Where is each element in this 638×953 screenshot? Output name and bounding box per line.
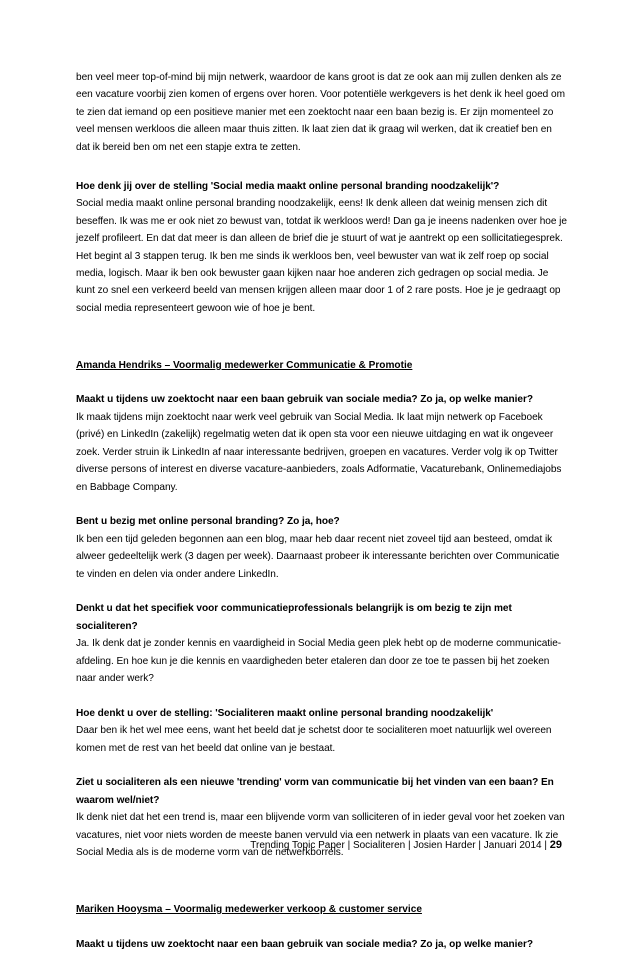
question: Maakt u tijdens uw zoektocht naar een baan gebruik van sociale media? Zo ja, op welke manier? (76, 394, 533, 406)
section-title: Amanda Hendriks – Voormalig medewerker Communicatie & Promotie (76, 359, 413, 371)
footer-text: Trending Topic Paper | Socialiteren | Josien Harder | Januari 2014 | (250, 840, 547, 851)
answer: Ja. Ik denk dat je zonder kennis en vaardigheid in Social Media geen plek hebt op de moderne communicatie-afdeling. En hoe kun je die kennis en vaardigheden beter etaleren dan door ze toe te passen bij het zoeken naar ander werk? (76, 638, 562, 684)
question: Hoe denk jij over de stelling 'Social media maakt online personal branding noodzakelijk'? (76, 181, 500, 193)
section-title: Mariken Hooysma – Voormalig medewerker verkoop & customer service (76, 903, 422, 915)
question: Denkt u dat het specifiek voor communicatieprofessionals belangrijk is om bezig te zijn met socialiteren? (76, 603, 512, 632)
answer: Ik denk niet dat het een trend is, maar een blijvende vorm van solliciteren of in ieder geval voor het zoeken van vacatures, niet voor niets worden de meeste banen vervuld via een netwerk in plaats van een vacature. Ik zie Social Media als is de moderne vorm van de netwerkborrels. (76, 812, 565, 858)
question: Hoe denkt u over de stelling: 'Socialiteren maakt online personal branding noodzakelijk' (76, 707, 494, 719)
answer: Ik maak tijdens mijn zoektocht naar werk veel gebruik van Social Media. Ik laat mijn netwerk op Faceboek (privé) en LinkedIn (zakelijk) regelmatig weten dat ik open sta voor een nieuwe uitdaging en wat ik ongeveer zoek. Verder struin ik LinkedIn af naar interessante bedrijven, groepen en vacatures. Verder volg ik op Twitter diverse persons of interest en diverse vacature-aanbieders, zoals Adformatie, Vacaturebank, Onlinemediajobs en Babbage Company. (76, 411, 562, 493)
question: Ziet u socialiteren als een nieuwe 'trending' vorm van communicatie bij het vinden van een baan? En waarom wel/niet? (76, 777, 554, 806)
answer: Ik ben een tijd geleden begonnen aan een blog, maar heb daar recent niet zoveel tijd aan besteed, omdat ik alweer gedeeltelijk werk (3 dagen per week). Daarnaast probeer ik interessante berichten over Communicatie te vinden en delen via onder andere LinkedIn. (76, 533, 560, 580)
intro-paragraph: ben veel meer top-of-mind bij mijn netwerk, waardoor de kans groot is dat ze ook aan mij zullen denken als ze een vacature voorbij zien komen of ergens over horen. Voor potentiële werkgevers is het denk ik heel goed om te zien dat iemand op een positieve manier met een zoektocht naar een baan bezig is. Er zijn momenteel zo veel mensen werkloos die alleen maar thuis zitten. Ik laat zien dat ik graag wil werken, dat ik creatief ben en dat ik bereid ben om net een stapje extra te zetten. (76, 72, 565, 153)
answer: Social media maakt online personal branding noodzakelijk, eens! Ik denk alleen dat weinig mensen zich dit beseffen. Ik was me er ook niet zo bewust van, totdat ik werkloos werd! Dan ga je ineens nadenken over hoe je jezelf profileert. En dat dat meer is dan alleen de brief die je stuurt of wat je aantrekt op een sollicitatiegesprek. Het begint al 3 stappen terug. Ik ben me sinds ik werkloos ben, veel bewuster van wat ik zelf roep op social media, logisch. Maar ik ben ook bewuster gaan kijken naar hoe anderen zich gedragen op social media. Je kunt zo snel een verkeerd beeld van mensen krijgen alleen maar door 1 of 2 rare posts. Hoe je je gedraagt op social media representeert gewoon wie of hoe je bent. (76, 198, 567, 314)
page-footer (0, 838, 562, 853)
document-body (76, 69, 568, 953)
question: Bent u bezig met online personal branding? Zo ja, hoe? (76, 516, 340, 528)
page-number: 29 (549, 839, 562, 851)
answer: Daar ben ik het wel mee eens, want het beeld dat je schetst door te socialiteren moet natuurlijk wel overeen komen met de rest van het beeld dat online van je bestaat. (76, 725, 552, 754)
question: Maakt u tijdens uw zoektocht naar een baan gebruik van sociale media? Zo ja, op welke manier? (76, 938, 533, 950)
